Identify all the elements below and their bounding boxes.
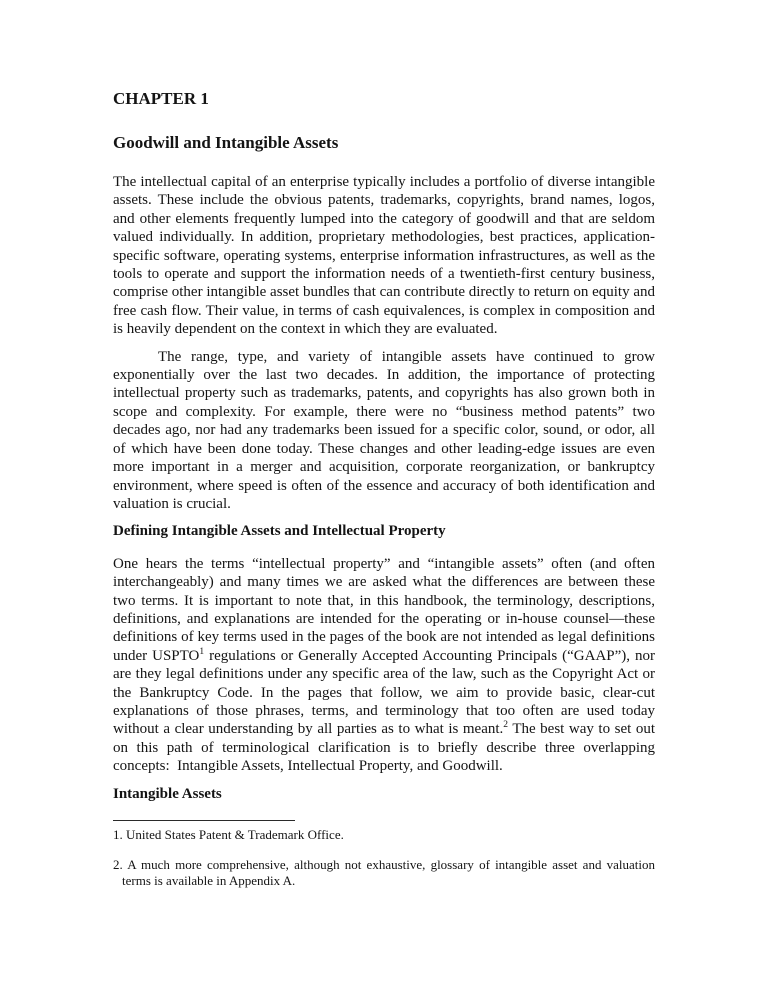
- paragraph-range-type-variety: The range, type, and variety of intangible assets have continued to grow exponentially over the last two decades. In addition, the importance of protecting intellectual property such as trademarks, patents, and copyrights has also grown both in scope and complexity. For example, there were no “business method patents” two decades ago, nor had any trademarks been issued for a specific color, sound, or odor, all of which have been done today. These changes and other leading-edge issues are even more important in a merger and acquisition, corporate reorganization, or bankruptcy environment, where speed is often of the essence and accuracy of both identification and valuation is crucial.: [113, 348, 655, 512]
- chapter-title: Goodwill and Intangible Assets: [113, 133, 339, 152]
- footnote-reference-2: 2: [503, 720, 509, 731]
- paragraph-text-before-footnote-1: One hears the terms “intellectual property” and “intangible assets” often (and often interchangeably) and many times we are asked what the differences are between these two terms. It is important to note that, in this handbook, the terminology, descriptions, definitions, and explanations are intended for the operating or in-house counsel—these definitions of key terms used in the pages of the book are not intended as legal definitions under USPTO: [113, 555, 655, 664]
- paragraph-intellectual-capital: The intellectual capital of an enterprise typically includes a portfolio of diverse intangible assets. These include the obvious patents, trademarks, copyrights, brand names, logos, and other elements frequently lumped into the category of goodwill and that are seldom valued individually. In addition, proprietary methodologies, best practices, application-specific software, operating systems, enterprise information infrastructures, as well as the tools to operate and support the information needs of a twentieth-first century business, comprise other intangible asset bundles that can contribute directly to return on equity and free cash flow. Their value, in terms of cash equivalences, is complex in composition and is heavily dependent on the context in which they are evaluated.: [113, 174, 655, 338]
- footnote-reference-1: 1: [199, 646, 205, 657]
- footnote-1: 1. United States Patent & Trademark Office.: [113, 827, 344, 842]
- section-heading-intangible-assets: Intangible Assets: [113, 785, 222, 802]
- chapter-label: CHAPTER 1: [113, 89, 209, 108]
- footnote-2: 2. A much more comprehensive, although not exhaustive, glossary of intangible asset and valuation terms is available in Appendix A.: [113, 856, 655, 888]
- section-heading-defining-intangible-assets: Defining Intangible Assets and Intellectual Property: [113, 523, 446, 540]
- paragraph-text-after-footnote-2: The best way to set out on this path of terminological clarification is to briefly describe three overlapping concepts: Intangible Assets, Intellectual Property, and Goodwill.: [113, 721, 656, 775]
- page-content: [113, 88, 655, 817]
- footnotes-section: [113, 820, 655, 903]
- paragraph-text-between-footnotes: regulations or Generally Accepted Accounting Principals (“GAAP”), nor are they legal definitions under any specific area of the law, such as the Copyright Act or the Bankruptcy Code. In the pages that follow, we aim to provide basic, clear-cut explanations of those phrases, terms, and terminology that too often are used today without a clear understanding by all parties as to what is meant.: [113, 647, 655, 738]
- paragraph-one-hears-terms: [113, 555, 655, 776]
- footnote-divider: [113, 820, 295, 821]
